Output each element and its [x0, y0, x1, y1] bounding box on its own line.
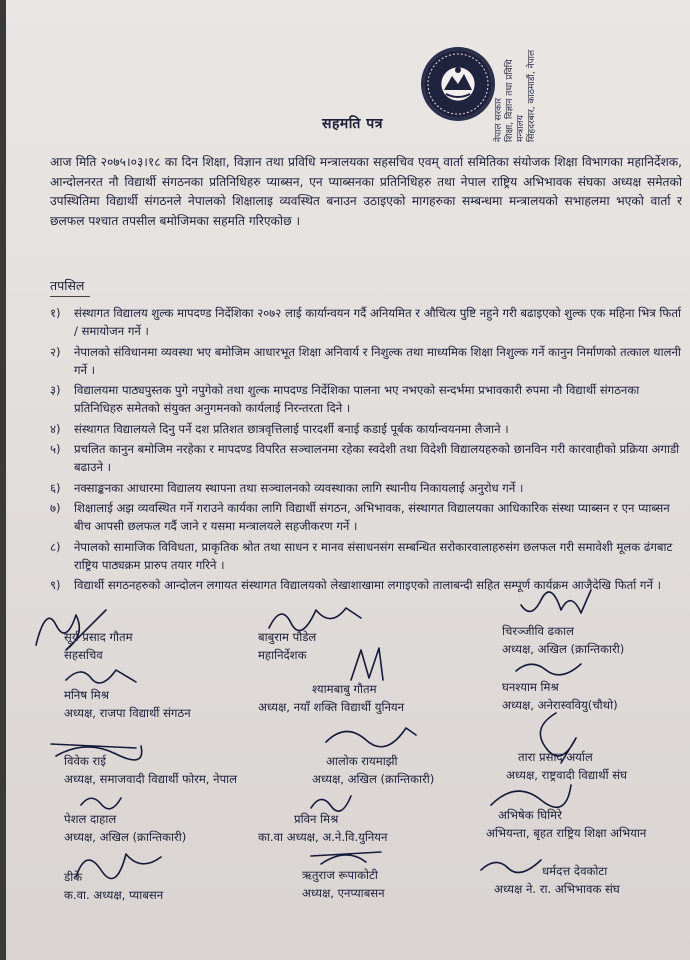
signatory	[506, 748, 627, 784]
signatory-post: महानिर्देशक	[258, 648, 307, 662]
point-number: ५)	[50, 442, 61, 456]
signatory	[502, 678, 618, 714]
signatory-post: अध्यक्ष, समाजवादी विद्यार्थी फोरम, नेपाल	[64, 772, 238, 786]
signatory-post: अध्यक्ष, अखिल (क्रान्तिकारी)	[502, 642, 625, 656]
signatory-post: अध्यक्ष, राष्ट्रवादी विद्यार्थी संघ	[506, 768, 627, 782]
signatory	[486, 806, 646, 842]
point-text: शिक्षालाई अझ व्यवस्थित गर्ने गराउने कार्यका लागि विद्यार्थी संगठन, अभिभावक, संस्थागत विद्यालयका आधिकारिक संस्था प्याब्सन र एन प्याब्सन बीच आपसी छलफल गर्दै जाने र यसमा मन्त्रालयले सहजीकरण गर्ने ।	[74, 501, 670, 533]
signatory-post: का.वा अध्यक्ष, अ.ने.वि.युनियन	[258, 830, 388, 844]
list-item	[50, 381, 682, 417]
point-text: विद्यार्थी सगठनहरुको आन्दोलन लगायत संस्थागत विद्यालयको लेखाशाखामा लगाइएको तालाबन्दी सहित सम्पूर्ण कार्यक्रम आजैदेखि फिर्ता गर्ने ।	[74, 578, 661, 592]
list-item	[50, 440, 682, 476]
signatory-name: श्यामबाबु गौतम	[312, 682, 377, 696]
point-text: विद्यालयमा पाठ्यपुस्तक पुगे नपुगेको तथा शुल्क मापदण्ड निर्देशिका पालना भए नभएको सन्दर्भमा प्रभावकारी रुपमा नौ विद्यार्थी संगठनका प्रतिनिधिहरु समेतको संयुक्त अनुगमनको कार्यलाई निरन्तरता दिने ।	[74, 383, 640, 415]
signatory-name: पेशल दाहाल	[64, 812, 117, 826]
government-seal	[424, 50, 492, 118]
point-number: ३)	[50, 383, 61, 397]
signatory-post: क.वा. अध्यक्ष, प्याबसन	[64, 888, 164, 902]
signatory	[64, 810, 186, 846]
signatory-post: अभियन्ता, बृहत राष्ट्रिय शिक्षा अभियान	[486, 826, 647, 840]
signatory	[64, 628, 133, 664]
heading-underline	[50, 296, 90, 297]
list-item	[50, 343, 682, 379]
signatory-post: अध्यक्ष ने. रा. अभिभावक संघ	[494, 882, 620, 896]
list-item	[50, 499, 682, 535]
point-text: नेपालको संविधानमा व्यवस्था भए बमोजिम आधारभूत शिक्षा अनिवार्य र निशुल्क तथा माध्यमिक शिक्षा निशुल्क गर्ने कानुन निर्माणको तत्काल थालनी गर्ने ।	[74, 344, 681, 377]
signatory-post: अध्यक्ष, अखिल (क्रान्तिकारी)	[64, 830, 187, 844]
signatory	[494, 862, 620, 898]
signatory-name: प्रविन मिश्र	[294, 812, 339, 826]
signatory-post: अध्यक्ष, राजपा विद्यार्थी संगठन	[64, 706, 191, 720]
list-item	[50, 420, 682, 438]
seal-line: शिक्षा, विज्ञान तथा प्रविधि मन्त्रालय	[505, 59, 526, 142]
signatory	[258, 680, 404, 716]
signatory-name: डीके	[64, 870, 83, 884]
signatory	[258, 810, 387, 846]
point-number: १)	[50, 306, 61, 320]
point-number: ४)	[50, 421, 61, 436]
signatory-name: चिरञ्जीवि ढकाल	[502, 624, 574, 638]
signatory	[302, 866, 385, 902]
signatory-post: अध्यक्ष, एनप्याबसन	[302, 886, 385, 900]
point-number: ८)	[50, 539, 61, 554]
intro-paragraph: आज मिति २०७५।०३।१८ का दिन शिक्षा, विज्ञान तथा प्रविधि मन्त्रालयका सहसचिव एवम् वार्ता समितिका संयोजक शिक्षा विभागका महानिर्देशक, आन्दोलनरत नौ विद्यार्थी संगठनका प्रतिनिधिहरु प्याब्सन, एन प्याब्सनका प्रतिनिधिहरु तथा नेपाल राष्ट्रिय अभिभावक संघका अध्यक्ष समेतको उपस्थितिमा विद्यार्थी संगठनले नेपालको शिक्षालाइ व्यवस्थित बनाउन उठाइएको मागहरुका सम्बन्धमा मन्त्रालयको सभाहलमा भएको वार्ता र छलफल पश्चात तपसील बमोजिमका सहमति गरिएकोछ ।	[50, 155, 682, 228]
signatory	[64, 868, 163, 904]
point-number: ७)	[50, 501, 61, 515]
tapasil-heading: तपसिल	[50, 278, 85, 293]
document-title: सहमति पत्र	[322, 116, 383, 132]
point-text: संस्थागत विद्यालयले दिनु पर्ने दश प्रतिशत छात्रवृत्तिलाई पारदर्शी बनाई कडाई पूर्बक कार्यान्वयनमा लैजाने ।	[74, 421, 509, 436]
signatory-name: तारा प्रसाद अर्याल	[518, 750, 593, 764]
signatory-name: ऋतुराज रूपाकोटी	[302, 868, 378, 882]
signatory-name: बाबुराम पौडेल	[258, 630, 317, 644]
signatory-name: विवेक राई	[64, 754, 106, 768]
signatory-name: धर्मदत्त देवकोटा	[542, 864, 608, 878]
document-page	[6, 0, 690, 960]
signatory-post: अध्यक्ष, अनेरास्ववियु(चौथो)	[502, 698, 618, 712]
signature-scribble	[76, 790, 126, 810]
signatory-name: सूर्य प्रसाद गौतम	[64, 630, 133, 644]
signatory	[64, 686, 191, 722]
signatory-post: अध्यक्ष, अखिल (क्रान्तिकारी)	[312, 772, 435, 786]
signatory-name: मनिष मिश्र	[64, 688, 109, 702]
point-text: नेपालको सामाजिक विविधता, प्राकृतिक श्रोत तथा साधन र मानव संसाधनसंग सम्बन्धित सरोकारवालाहरुसंग छलफल गरी समावेशी मूलक ढंगबाट राष्ट्रिय पाठ्यक्रम प्रारुप तयार गरिने ।	[74, 539, 673, 572]
signatory	[502, 622, 624, 658]
point-number: ९)	[50, 578, 61, 592]
signatory	[64, 752, 237, 788]
emblem-icon	[424, 50, 492, 118]
signature-scribble	[321, 720, 421, 750]
list-item	[50, 304, 682, 340]
point-number: ६)	[50, 480, 61, 495]
signatory	[258, 628, 316, 664]
seal-line: नेपाल सरकार	[494, 97, 504, 142]
point-number: २)	[50, 344, 61, 359]
list-item	[50, 538, 682, 574]
seal-line: सिंहदरबार, काठमाडौं, नेपाल	[527, 49, 537, 142]
signatory-name: घनश्याम मिश्र	[502, 680, 559, 694]
signatory-name: अभिषेक घिमिरे	[498, 808, 562, 822]
list-item	[50, 479, 682, 497]
point-text: नक्साङ्कनका आधारमा विद्यालय स्थापना तथा सञ्चालनको व्यवस्थाका लागि स्थानीय निकायलाई अनुरोध गर्ने ।	[74, 480, 524, 495]
agreement-points	[50, 304, 682, 597]
signature-scribble	[516, 585, 596, 625]
point-text: प्रचलित कानुन बमोजिम नरहेका र मापदण्ड विपरित सञ्चालनमा रहेका स्वदेशी तथा विदेशी विद्यालयहरुको छानविन गरी कारवाहीको प्रक्रिया अगाडी बढाउने ।	[74, 442, 680, 474]
point-text: संस्थागत विद्यालय शुल्क मापदण्ड निर्देशिका २०७२ लाई कार्यान्वयन गर्दै अनियमित र औचित्य पुष्टि नहुने गरी बढाइएको शुल्क एक महिना भित्र फिर्ता / समायोजन गर्ने ।	[74, 306, 681, 338]
signatory	[312, 752, 434, 788]
signatory-post: सहसचिव	[64, 648, 103, 662]
signatory-name: आलोक रायमाझी	[326, 754, 398, 768]
seal-text	[494, 42, 537, 142]
signatory-post: अध्यक्ष, नयाँ शक्ति विद्यार्थी युनियन	[258, 700, 405, 714]
